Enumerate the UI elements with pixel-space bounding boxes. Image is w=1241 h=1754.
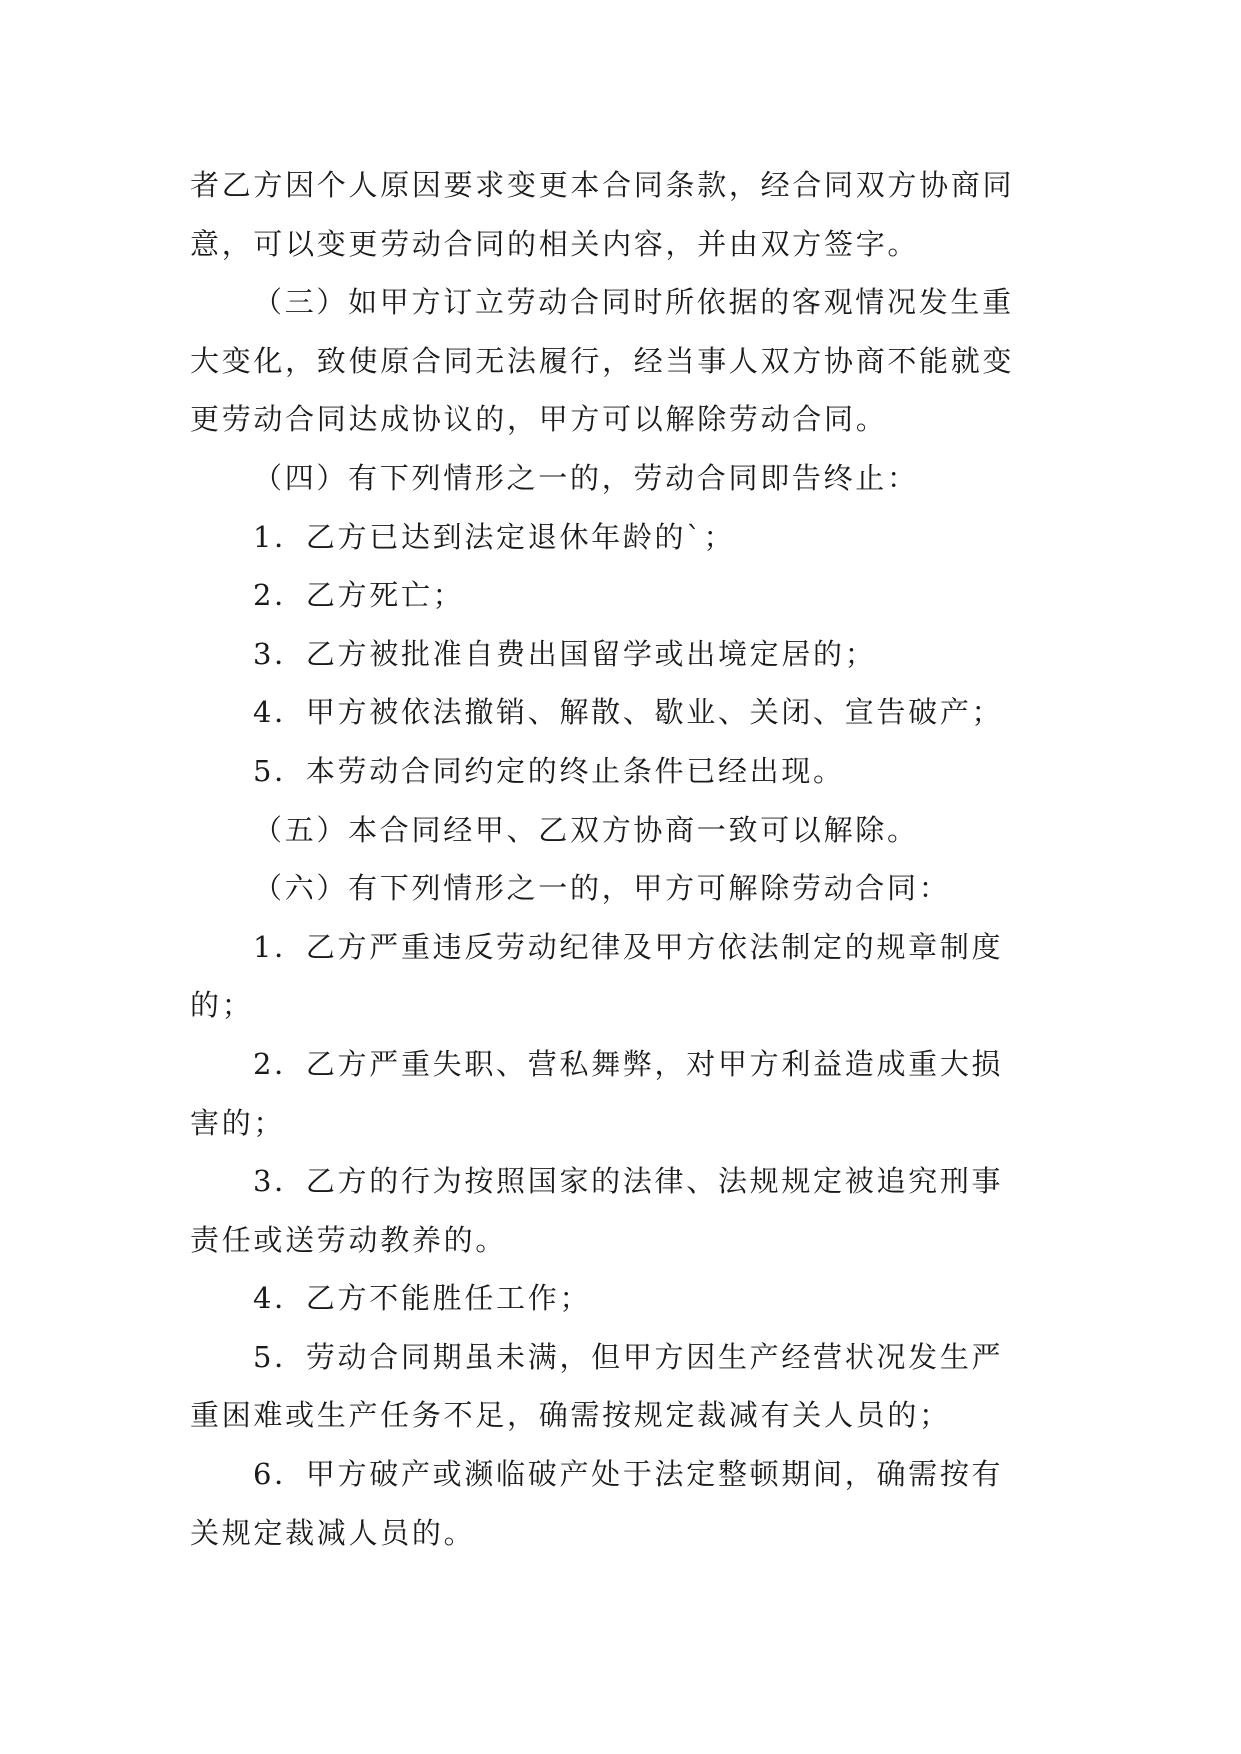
text-line: 2．乙方严重失职、营私舞弊，对甲方利益造成重大损	[253, 1046, 1004, 1081]
text-line: 大变化，致使原合同无法履行，经当事人双方协商不能就变	[190, 343, 1015, 378]
text-line: （四）有下列情形之一的，劳动合同即告终止：	[253, 460, 919, 495]
text-line: 的；	[190, 988, 254, 1023]
text-line: 重困难或生产任务不足，确需按规定裁减有关人员的；	[190, 1398, 951, 1433]
text-line: （六）有下列情形之一的，甲方可解除劳动合同：	[253, 871, 951, 906]
text-line: 责任或送劳动教养的。	[190, 1222, 508, 1257]
text-line: 害的；	[190, 1105, 286, 1140]
text-line: 更劳动合同达成协议的，甲方可以解除劳动合同。	[190, 402, 888, 437]
contract-body	[190, 156, 1090, 1562]
text-line: 2．乙方死亡；	[253, 578, 465, 613]
text-line: 3．乙方的行为按照国家的法律、法规规定被追究刑事	[253, 1164, 1004, 1199]
text-line: （三）如甲方订立劳动合同时所依据的客观情况发生重	[253, 285, 1014, 320]
text-line: 1．乙方已达到法定退休年龄的`；	[253, 519, 736, 554]
text-line: 1．乙方严重违反劳动纪律及甲方依法制定的规章制度	[253, 929, 1004, 964]
text-line: 意，可以变更劳动合同的相关内容，并由双方签字。	[190, 226, 920, 261]
text-line: 关规定裁减人员的。	[190, 1515, 476, 1550]
text-line: 4．甲方被依法撤销、解散、歇业、关闭、宣告破产；	[253, 695, 1004, 730]
text-line: 6．甲方破产或濒临破产处于法定整顿期间，确需按有	[253, 1457, 1004, 1492]
text-line: （五）本合同经甲、乙双方协商一致可以解除。	[253, 812, 919, 847]
text-line: 3．乙方被批准自费出国留学或出境定居的；	[253, 636, 877, 671]
text-line: 5．本劳动合同约定的终止条件已经出现。	[253, 753, 845, 788]
text-line: 5．劳动合同期虽未满，但甲方因生产经营状况发生严	[253, 1339, 1004, 1374]
text-line: 4．乙方不能胜任工作；	[253, 1281, 592, 1316]
text-line: 者乙方因个人原因要求变更本合同条款，经合同双方协商同	[190, 168, 1015, 202]
